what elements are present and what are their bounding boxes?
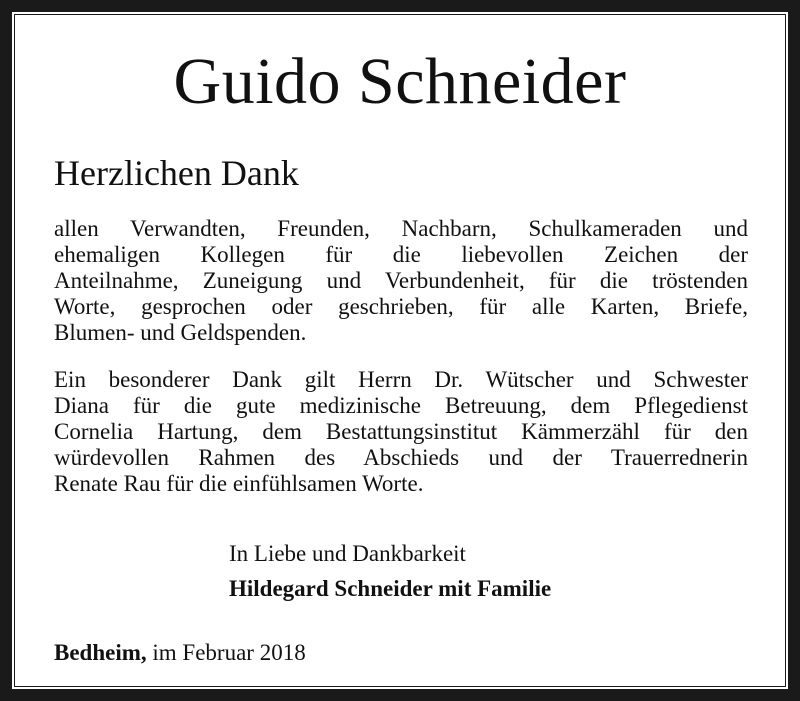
paragraph-line: Renate Rau für die einfühlsamen Worte. <box>54 471 424 496</box>
thanks-heading: Herzlichen Dank <box>54 153 299 193</box>
paragraph-line: Diana für die gute medizinische Betreuung, dem Pflegedienst <box>54 393 748 418</box>
deceased-name: Guido Schneider <box>173 45 627 118</box>
date-text: im Februar 2018 <box>152 640 306 665</box>
paragraph-line: ehemaligen Kollegen für die liebevollen Zeichen der <box>54 242 748 267</box>
place-date <box>54 638 306 668</box>
paragraph-line: würdevollen Rahmen des Abschieds und der Trauerrednerin <box>54 445 748 470</box>
paragraph-line: Cornelia Hartung, dem Bestattungsinstitut Kämmerzähl für den <box>54 419 748 444</box>
paragraph-line: Ein besonderer Dank gilt Herrn Dr. Wütscher und Schwester <box>54 367 748 392</box>
thanks-paragraph-1 <box>54 216 748 346</box>
signature: Hildegard Schneider mit Familie <box>229 576 552 601</box>
paragraph-line: Anteilnahme, Zuneigung und Verbundenheit, für die tröstenden <box>54 268 748 293</box>
place-name: Bedheim, <box>54 640 147 665</box>
paragraph-line: Worte, gesprochen oder geschrieben, für alle Karten, Briefe, <box>54 294 748 319</box>
paragraph-line: Blumen- und Geldspenden. <box>54 320 307 345</box>
paragraph-line: allen Verwandten, Freunden, Nachbarn, Schulkameraden und <box>54 216 748 241</box>
closing-line: In Liebe und Dankbarkeit <box>229 541 466 566</box>
thanks-paragraph-2 <box>54 367 748 497</box>
